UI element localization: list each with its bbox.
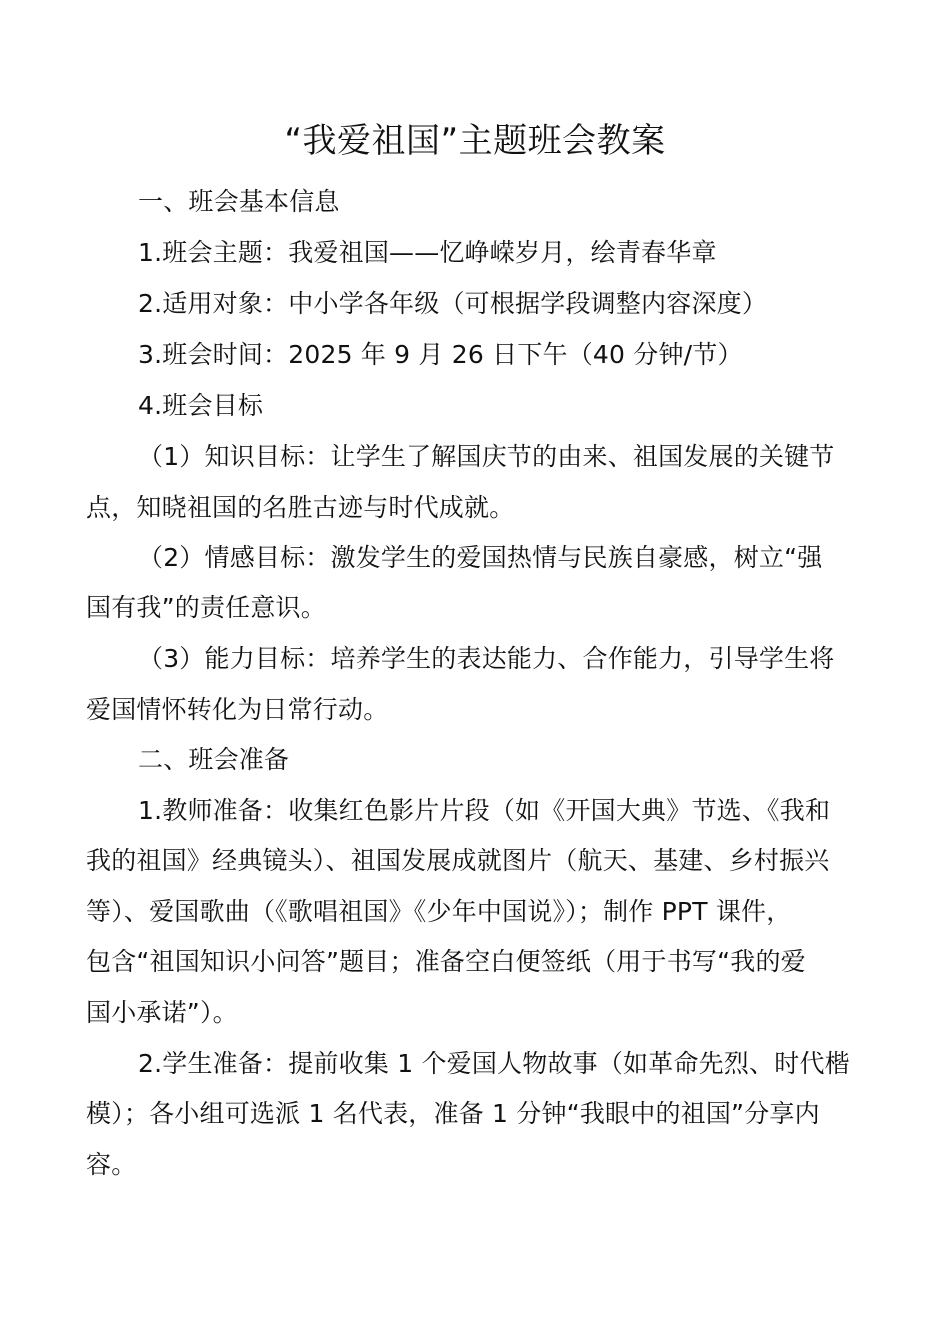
paragraph-line: 1.班会主题：我爱祖国——忆峥嵘岁月，绘青春华章: [138, 238, 717, 267]
paragraph-line: （3）能力目标：培养学生的表达能力、合作能力，引导学生将: [138, 644, 835, 673]
paragraph-line: （1）知识目标：让学生了解国庆节的由来、祖国发展的关键节: [138, 442, 835, 471]
paragraph-line: 国小承诺”）。: [86, 998, 238, 1027]
paragraph-line: 爱国情怀转化为日常行动。: [86, 695, 389, 724]
paragraph-line: 等）、爱国歌曲（《歌唱祖国》《少年中国说》）；制作 PPT 课件，: [86, 897, 792, 926]
paragraph-line: 4.班会目标: [138, 391, 264, 420]
paragraph-line: 2.适用对象：中小学各年级（可根据学段调整内容深度）: [138, 289, 768, 318]
paragraph-line: 模）；各小组可选派 1 名代表，准备 1 分钟“我眼中的祖国”分享内: [86, 1099, 820, 1128]
section-heading-basic-info: 一、班会基本信息: [138, 187, 340, 216]
paragraph-line: 包含“祖国知识小问答”题目；准备空白便签纸（用于书写“我的爱: [86, 947, 806, 976]
paragraph-line: 1.教师准备：收集红色影片片段（如《开国大典》节选、《我和: [138, 796, 831, 825]
paragraph-line: 国有我”的责任意识。: [86, 593, 326, 622]
section-heading-preparation: 二、班会准备: [138, 745, 290, 774]
paragraph-line: 点，知晓祖国的名胜古迹与时代成就。: [86, 493, 515, 522]
document-title: “我爱祖国”主题班会教案: [284, 121, 666, 161]
paragraph-line: 容。: [86, 1150, 137, 1179]
paragraph-line: （2）情感目标：激发学生的爱国热情与民族自豪感，树立“强: [138, 543, 823, 572]
paragraph-line: 我的祖国》经典镜头）、祖国发展成就图片（航天、基建、乡村振兴: [86, 846, 830, 875]
paragraph-line: 3.班会时间：2025 年 9 月 26 日下午（40 分钟/节）: [138, 340, 743, 369]
paragraph-line: 2.学生准备：提前收集 1 个爱国人物故事（如革命先烈、时代楷: [138, 1049, 850, 1078]
